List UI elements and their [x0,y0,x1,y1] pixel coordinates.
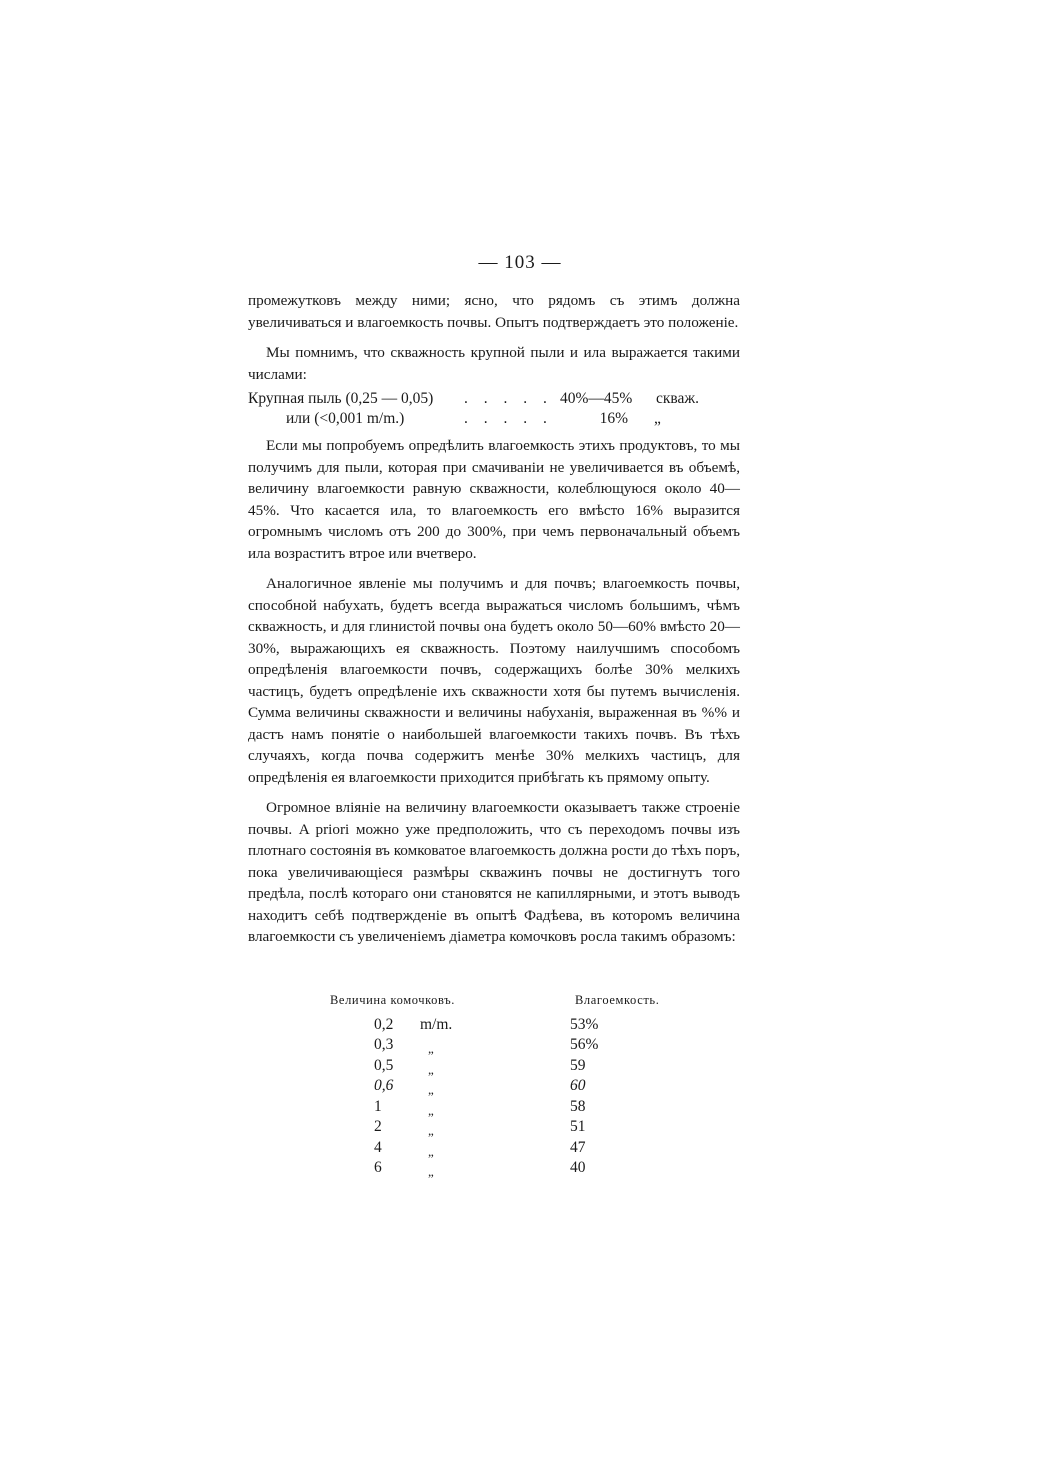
ditto-mark: „ [428,1123,434,1138]
moisture-value: 51 [570,1118,586,1135]
porosity-label: или (<0,001 m/m.) [286,410,405,427]
porosity-list [248,389,740,429]
grain-size: 0,2 [374,1015,394,1033]
leader-dots: . . . . . [464,390,553,407]
grain-size-table [330,990,695,1179]
moisture-value: 60 [570,1077,586,1094]
ditto-mark: „ [428,1143,434,1159]
grain-size: 0,6 [374,1077,394,1094]
table-row [330,1035,695,1056]
ditto-mark: „ [428,1082,434,1097]
paragraph-2: Мы помнимъ, что скважность крупной пыли и ила выражается такими числами: [248,344,740,383]
table-row [330,1097,695,1118]
grain-size: 0,3 [374,1036,394,1053]
paragraph-1: промежутковъ между ними; ясно, что рядомъ съ этимъ должна увеличиваться и влагоемкость почвы. Опытъ подтверждаетъ это положеніе. [248,292,740,331]
ditto-mark: „ [428,1102,434,1118]
table-header [330,990,695,1011]
table-row [330,1158,695,1179]
header-moisture: Влагоемкость. [575,993,660,1007]
porosity-row-silt [248,389,740,409]
ditto-mark: „ [428,1041,434,1056]
leader-dots: . . . . . [464,410,553,427]
ditto-mark: „ [428,1061,434,1077]
porosity-row-clay [248,409,740,429]
table-row [330,1076,695,1097]
moisture-value: 56% [570,1036,599,1053]
grain-size: 4 [374,1138,382,1156]
grain-size: 2 [374,1118,382,1135]
grain-size: 0,5 [374,1056,394,1074]
grain-size: 6 [374,1159,382,1176]
paragraph-3: Если мы попробуемъ опредѣлить влагоемкость этихъ продуктовъ, то мы получимъ для пыли, которая при смачиваніи не увеличивается въ объемѣ, величину влагоемкости равную скважности, колеблющуюся около 40—45%. Что касается ила, то влагоемкость его вмѣсто 16% выразится огромнымъ числомъ отъ 200 до 300%, при чемъ первоначальный объемъ ила возраститъ втрое или вчетверо. [248,437,740,562]
moisture-value: 40 [570,1159,586,1176]
body-text [248,290,740,948]
moisture-value: 47 [570,1138,586,1156]
moisture-value: 58 [570,1097,586,1115]
moisture-value: 53% [570,1015,599,1033]
table-row [330,1015,695,1036]
table-row [330,1117,695,1138]
grain-unit: m/m. [420,1015,453,1033]
paragraph-5: Огромное вліяніе на величину влагоемкости оказываетъ также строеніе почвы. A priori можно уже предположить, что съ переходомъ почвы изъ плотнаго состоянія въ комковатое влагоемкость должна рости до тѣхъ поръ, пока увеличивающіеся размѣры скважинъ почвы не достигнутъ того предѣла, послѣ котораго они становятся не капиллярными, и этотъ выводъ находитъ себѣ подтвержденіе въ опытѣ Фадѣева, въ которомъ величина влагоемкости съ увеличеніемъ діаметра комочковъ росла такимъ образомъ: [248,799,740,945]
moisture-value: 59 [570,1056,586,1074]
porosity-unit: скваж. [656,390,699,407]
porosity-label: Крупная пыль (0,25 — 0,05) [248,390,434,407]
porosity-unit: „ [654,410,661,427]
table-row [330,1138,695,1159]
paragraph-4: Аналогичное явленіе мы получимъ и для почвъ; влагоемкость почвы, способной набухать, будетъ всегда выражаться числомъ большимъ, чѣмъ скважность, и для глинистой почвы она будетъ около 50—60% вмѣсто 20—30%, выражающихъ ея скважность. Поэтому наилучшимъ способомъ опредѣленія влагоемкости почвъ, содержащихъ болѣе 30% мелкихъ частицъ, будетъ опредѣленіе ихъ скважности хотя бы путемъ вычисленія. Сумма величины скважности и величины набуханія, выраженная въ %% и дастъ намъ понятіе о наибольшей влагоемкости такихъ почвъ. Въ тѣхъ случаяхъ, когда почва содержитъ менѣе 30% мелкихъ частицъ, для опредѣленія ея влагоемкости приходится прибѣгать къ прямому опыту. [248,575,740,786]
table-row [330,1056,695,1077]
porosity-value: 40%—45% [560,390,633,407]
grain-size: 1 [374,1097,382,1115]
header-grain-size: Величина комочковъ. [330,993,455,1007]
ditto-mark: „ [428,1164,434,1179]
porosity-value: 16% [599,410,628,427]
page-number: — 103 — [478,252,562,273]
